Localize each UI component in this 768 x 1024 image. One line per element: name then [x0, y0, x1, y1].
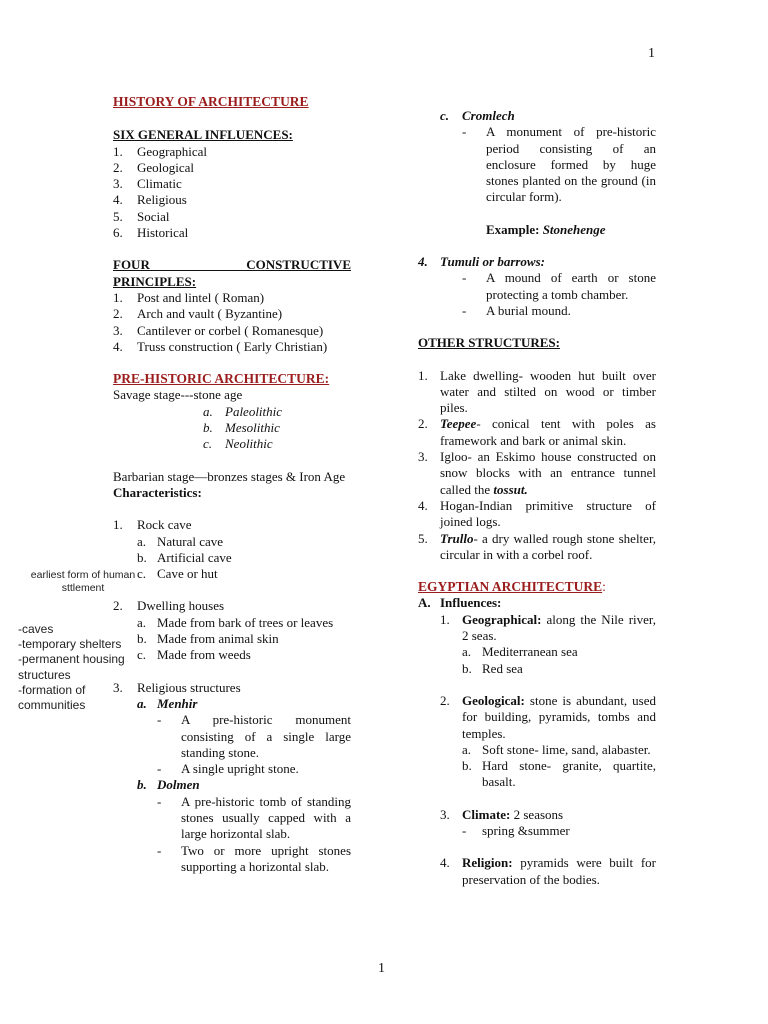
list-item: a. Mediterranean sea [462, 644, 578, 660]
list-item: 1. Post and lintel ( Roman) [113, 289, 265, 305]
right-column [418, 108, 656, 888]
list-item: c. Neolithic [203, 436, 273, 452]
prehistoric-heading: PRE-HISTORIC ARCHITECTURE: [113, 371, 330, 387]
margin-note-settlement: earliest form of human sttlement [30, 569, 136, 594]
list-item: c. Made from weeds [137, 647, 251, 663]
principles-heading-line2: PRINCIPLES: [113, 273, 197, 289]
influences-subheading: A. Influences: [418, 595, 502, 611]
dolmen-heading: b. Dolmen [137, 777, 200, 793]
religious-structures-item: 3. Religious structures [113, 679, 241, 695]
religion-item: 4. Religion: pyramids were built for preservation of the bodies. [440, 855, 656, 887]
list-item: a. Made from bark of trees or leaves [137, 614, 334, 630]
list-item: 5. Trullo- a dry walled rough stone shelter, circular in with a corbel roof. [418, 530, 656, 562]
list-item: - A pre-historic tomb of standing stones usually capped with a large horizontal slab. [157, 793, 351, 842]
list-item: 2. Arch and vault ( Byzantine) [113, 306, 283, 322]
list-item: - spring &summer [462, 822, 570, 838]
list-item: 4. Truss construction ( Early Christian) [113, 338, 328, 354]
list-item: b. Red sea [462, 660, 523, 676]
page-number-top: 1 [648, 46, 655, 61]
dwelling-houses-item: 2. Dwelling houses [113, 598, 225, 614]
climate-item: 3. Climate: 2 seasons [440, 806, 564, 822]
list-item: a. Paleolithic [203, 403, 283, 419]
principles-list [113, 290, 351, 355]
influences-heading: SIX GENERAL INFLUENCES: [113, 127, 293, 143]
list-item: 3. Cantilever or corbel ( Romanesque) [113, 322, 324, 338]
note-line: -formation of communities [18, 682, 86, 713]
document-title: HISTORY OF ARCHITECTURE [113, 94, 309, 109]
list-item: c. Cave or hut [137, 566, 218, 582]
list-item: - A burial mound. [462, 302, 571, 318]
tumuli-heading: 4. Tumuli or barrows: [418, 254, 545, 270]
list-item: b. Made from animal skin [137, 631, 279, 647]
rock-cave-item: 1. Rock cave [113, 517, 192, 533]
menhir-heading: a. Menhir [137, 695, 198, 711]
characteristics-heading: Characteristics: [113, 484, 202, 500]
margin-note-list [18, 622, 138, 713]
stone-age-list [113, 404, 351, 453]
page-number-bottom: 1 [378, 961, 385, 976]
list-item: 1. Geographical [113, 143, 208, 159]
egyptian-heading: EGYPTIAN ARCHITECTURE: [418, 579, 606, 595]
left-column [113, 94, 351, 875]
list-item: 6. Historical [113, 225, 189, 241]
list-item: b. Mesolithic [203, 420, 280, 436]
note-line: -permanent housing structures [18, 652, 125, 682]
list-item: a. Natural cave [137, 533, 224, 549]
list-item: - A mound of earth or stone protecting a tomb chamber. [462, 270, 656, 302]
list-item: - A single upright stone. [157, 761, 299, 777]
list-item: - A pre-historic monument consisting of a single large standing stone. [157, 712, 351, 760]
savage-stage: Savage stage---stone age [113, 387, 243, 403]
list-item: - Two or more upright stones supporting a horizontal slab. [157, 842, 351, 874]
other-structures-heading: OTHER STRUCTURES: [418, 335, 560, 351]
influences-list [113, 144, 351, 242]
list-item: b. Hard stone- granite, quartite, basalt. [462, 758, 656, 790]
list-item: - A monument of pre-historic period consisting of an enclosure formed by huge stones planted on the ground (in circular form). [462, 124, 656, 205]
list-item: b. Artificial cave [137, 549, 232, 565]
geological-item: 2. Geological: stone is abundant, used for building, pyramids, tombs and temples. [440, 692, 656, 741]
list-item: 2. Teepee- conical tent with poles as framework and bark or animal skin. [418, 416, 656, 448]
list-item: 3. Igloo- an Eskimo house constructed on snow blocks with an entrance tunnel called the tossut. [418, 449, 656, 497]
list-item: 5. Social [113, 208, 170, 224]
list-item: a. Soft stone- lime, sand, alabaster. [462, 741, 651, 757]
note-line: -caves [18, 622, 54, 636]
barbarian-stage: Barbarian stage—bronzes stages & Iron Age [113, 468, 346, 484]
list-item: 4. Religious [113, 192, 187, 208]
list-item: 1. Lake dwelling- wooden hut built over water and stilted on wood or timber piles. [418, 367, 656, 416]
list-item: 4. Hogan-Indian primitive structure of joined logs. [418, 497, 656, 530]
note-line: -temporary shelters [18, 637, 122, 652]
geographical-item: 1. Geographical: along the Nile river, 2 seas. [440, 611, 656, 644]
principles-heading-line1: FOUR CONSTRUCTIVE [113, 257, 351, 273]
list-item: 2. Geological [113, 159, 195, 175]
list-item: 3. Climatic [113, 176, 182, 192]
cromlech-heading: c. Cromlech [440, 108, 515, 123]
example-line: Example: Stonehenge [486, 221, 606, 237]
